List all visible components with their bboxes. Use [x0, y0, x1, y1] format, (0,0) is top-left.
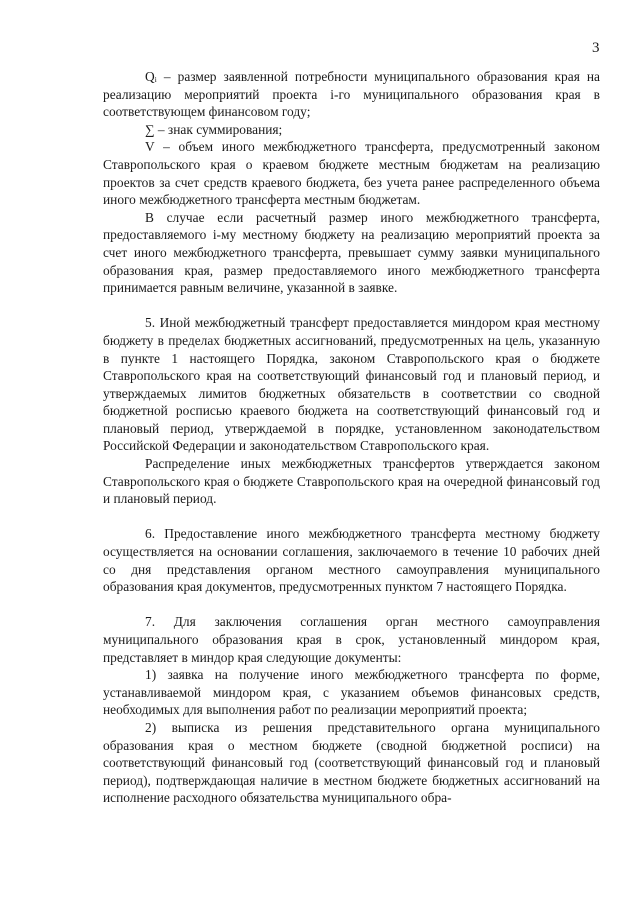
paragraph-calc-exceeds: В случае если расчетный размер иного межбюджетного трансферта, предоставляемого i-му местному бюджету на реализацию мероприятий проекта за счет иного межбюджетного трансферта, превышает сумму заявки муниципального образования края, размер предоставляемого иного межбюджетного трансферта принимается равным величине, указанной в заявке. — [103, 209, 600, 296]
page-number: 3 — [592, 40, 600, 56]
paragraph-item-5: 5. Иной межбюджетный трансферт предоставляется миндором края местному бюджету в пределах бюджетных ассигнований, предусмотренных на цель, указанную в пункте 1 настоящего Порядка, законом Ставропольского края о бюджете Ставропольского края на соответствующий финансовый год и плановый период, и утверждаемых лимитов бюджетных обязательств в соответствии со сводной бюджетной росписью краевого бюджета на соответствующий финансовый год и плановый период, утверждаемой в порядке, установленном законодательством Российской Федерации и законодательством Ставропольского края. — [103, 315, 600, 454]
paragraph-item-7: 7. Для заключения соглашения орган местного самоуправления муниципального образования края в срок, установленный миндором края, представляет в миндор края следующие документы: — [103, 614, 600, 665]
paragraph-item-7-1: 1) заявка на получение иного межбюджетного трансферта по форме, устанавливаемой миндором края, с указанием объемов финансовых средств, необходимых для выполнения работ по реализации мероприятий проекта; — [103, 667, 600, 718]
document-body — [103, 68, 600, 807]
paragraph-q-definition: Qᵢ – размер заявленной потребности муниципального образования края на реализацию мероприятий проекта i-го муниципального образования края в соответствующем финансовом году; — [103, 69, 600, 120]
paragraph-distribution: Распределение иных межбюджетных трансфертов утверждается законом Ставропольского края о бюджете Ставропольского края на очередной финансовый год и плановый период. — [103, 456, 600, 507]
paragraph-item-6: 6. Предоставление иного межбюджетного трансферта местному бюджету осуществляется на основании соглашения, заключаемого в течение 10 рабочих дней со дня представления органом местного самоуправления муниципального образования края документов, предусмотренных пунктом 7 настоящего Порядка. — [103, 526, 600, 595]
paragraph-item-7-2: 2) выписка из решения представительного органа муниципального образования края о местном бюджете (сводной бюджетной росписи) на соответствующий финансовый год (соответствующий финансовый год и плановый период), подтверждающая наличие в местном бюджете бюджетных ассигнований на исполнение расходного обязательства муниципального обра- — [103, 719, 600, 806]
paragraph-v-definition: V – объем иного межбюджетного трансферта, предусмотренный законом Ставропольского края о краевом бюджете местным бюджетам на реализацию проектов за счет средств краевого бюджета, без учета ранее распределенного объема иного межбюджетного трансферта местным бюджетам. — [103, 139, 600, 208]
paragraph-sum-definition: ∑ – знак суммирования; — [145, 121, 283, 137]
